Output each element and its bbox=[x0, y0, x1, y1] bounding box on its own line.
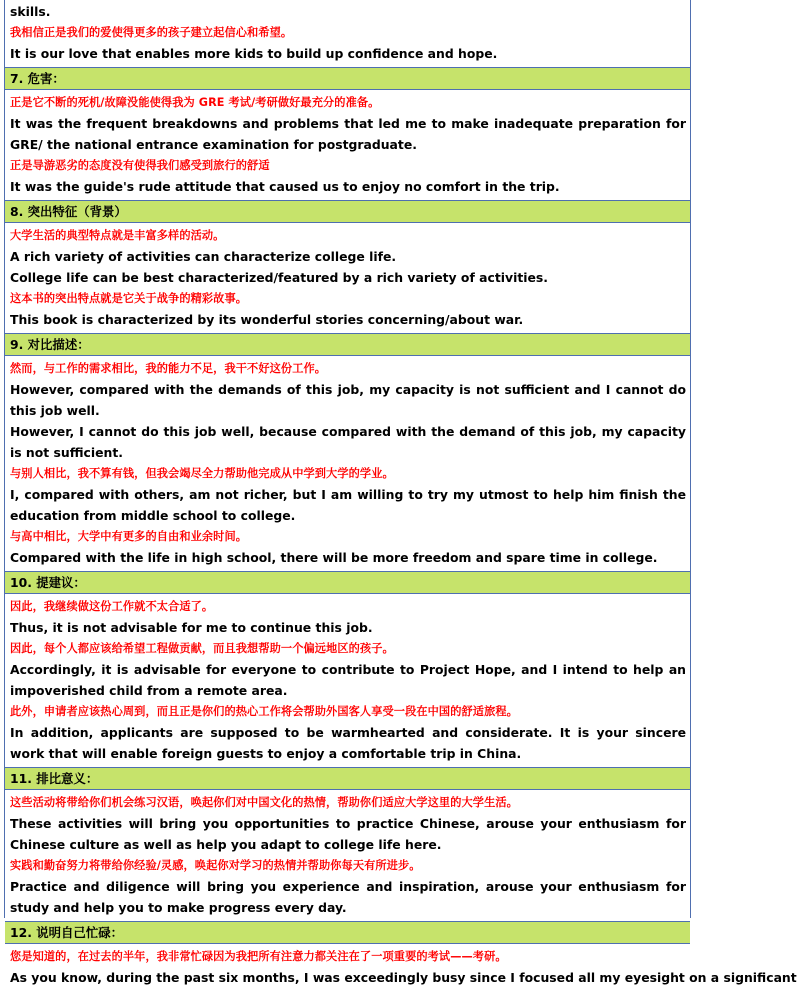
english-sentence: Thus, it is not advisable for me to continue this job. bbox=[10, 620, 373, 635]
english-sentence: As you know, during the past six months, I was exceedingly busy since I focused all my eyesight on a significant bbox=[10, 970, 797, 985]
english-sentence: However, compared with the demands of this job, my capacity is not sufficient and I cannot do this job well. bbox=[10, 382, 686, 418]
chinese-sentence: 实践和勤奋努力将带给你经验/灵感，唤起你对学习的热情并帮助你每天有所进步。 bbox=[10, 859, 421, 872]
english-sentence: It is our love that enables more kids to build up confidence and hope. bbox=[10, 46, 498, 61]
english-sentence: Practice and diligence will bring you experience and inspiration, arouse your enthusiasm for study and help you to make progress every day. bbox=[10, 879, 686, 915]
chinese-sentence: 我相信正是我们的爱使得更多的孩子建立起信心和希望。 bbox=[10, 26, 293, 39]
chinese-sentence: 因此，每个人都应该给希望工程做贡献，而且我想帮助一个偏远地区的孩子。 bbox=[10, 642, 394, 655]
section-body-7 bbox=[5, 90, 690, 201]
section-header-7: 7. 危害： bbox=[5, 68, 690, 90]
english-sentence: However, I cannot do this job well, because compared with the demand of this job, my capacity is not sufficient. bbox=[10, 424, 686, 460]
english-sentence: Compared with the life in high school, there will be more freedom and spare time in college. bbox=[10, 550, 658, 565]
chinese-sentence: 正是它不断的死机/故障没能使得我为 GRE 考试/考研做好最充分的准备。 bbox=[10, 96, 380, 109]
document-table bbox=[4, 0, 797, 985]
english-sentence: Accordingly, it is advisable for everyone to contribute to Project Hope, and I intend to help an impoverished child from a remote area. bbox=[10, 662, 686, 698]
section-header-11: 11. 排比意义： bbox=[5, 768, 690, 790]
chinese-sentence: 与高中相比，大学中有更多的自由和业余时间。 bbox=[10, 530, 248, 543]
english-sentence: skills. bbox=[10, 4, 51, 19]
chinese-sentence: 然而，与工作的需求相比，我的能力不足，我干不好这份工作。 bbox=[10, 362, 327, 375]
chinese-sentence: 您是知道的，在过去的半年，我非常忙碌因为我把所有注意力都关注在了一项重要的考试——考研。 bbox=[10, 950, 507, 963]
section-header-10: 10. 提建议： bbox=[5, 572, 690, 594]
english-sentence: A rich variety of activities can characterize college life. bbox=[10, 249, 397, 264]
chinese-sentence: 正是导游恶劣的态度没有使得我们感受到旅行的舒适 bbox=[10, 159, 270, 172]
section-body-12 bbox=[5, 944, 797, 991]
english-sentence: It was the guide's rude attitude that caused us to enjoy no comfort in the trip. bbox=[10, 179, 560, 194]
chinese-sentence: 因此，我继续做这份工作就不太合适了。 bbox=[10, 600, 214, 613]
english-sentence: These activities will bring you opportunities to practice Chinese, arouse your enthusiasm for Chinese culture as well as help you adapt to college life here. bbox=[10, 816, 686, 852]
chinese-sentence: 这本书的突出特点就是它关于战争的精彩故事。 bbox=[10, 292, 248, 305]
section-continued bbox=[5, 0, 690, 68]
section-body-9 bbox=[5, 356, 690, 572]
section-body-8 bbox=[5, 223, 690, 334]
english-sentence: I, compared with others, am not richer, but I am willing to try my utmost to help him finish the education from middle school to college. bbox=[10, 487, 686, 523]
english-sentence: This book is characterized by its wonderful stories concerning/about war. bbox=[10, 312, 524, 327]
chinese-sentence: 与别人相比，我不算有钱，但我会竭尽全力帮助他完成从中学到大学的学业。 bbox=[10, 467, 394, 480]
section-header-8: 8. 突出特征（背景） bbox=[5, 201, 690, 223]
section-header-9: 9. 对比描述： bbox=[5, 334, 690, 356]
english-sentence: In addition, applicants are supposed to be warmhearted and considerate. It is your sincere work that will enable foreign guests to enjoy a comfortable trip in China. bbox=[10, 725, 686, 761]
chinese-sentence: 此外，申请者应该热心周到，而且正是你们的热心工作将会帮助外国客人享受一段在中国的舒适旅程。 bbox=[10, 705, 518, 718]
section-header-12: 12. 说明自己忙碌： bbox=[5, 922, 690, 944]
chinese-sentence: 这些活动将带给你们机会练习汉语，唤起你们对中国文化的热情，帮助你们适应大学这里的大学生活。 bbox=[10, 796, 518, 809]
section-body-11 bbox=[5, 790, 690, 922]
english-sentence: College life can be best characterized/featured by a rich variety of activities. bbox=[10, 270, 549, 285]
chinese-sentence: 大学生活的典型特点就是丰富多样的活动。 bbox=[10, 229, 225, 242]
section-body-10 bbox=[5, 594, 690, 768]
english-sentence: It was the frequent breakdowns and problems that led me to make inadequate preparation for GRE/ the national entrance examination for postgraduate. bbox=[10, 116, 686, 152]
